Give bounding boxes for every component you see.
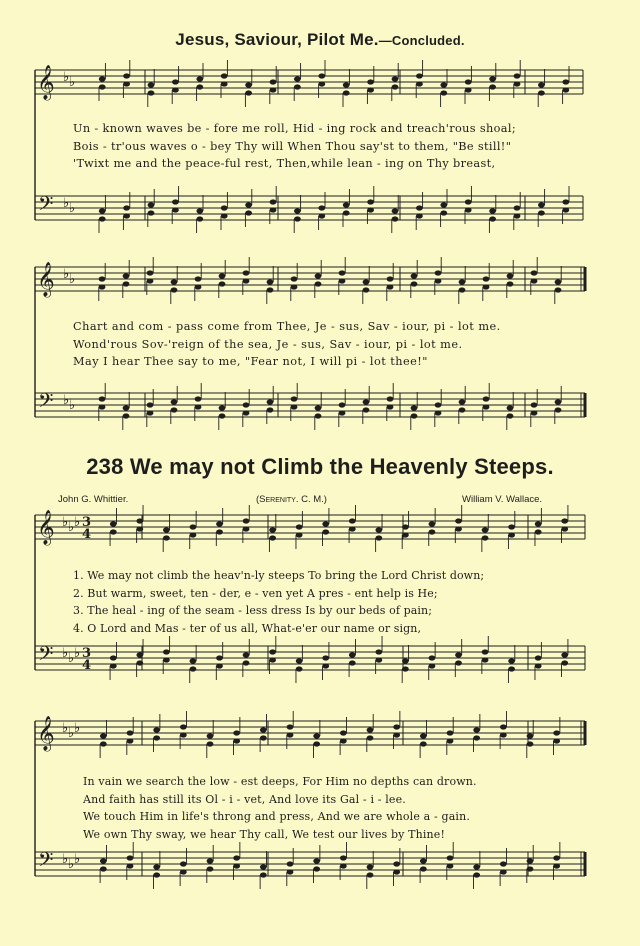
note-head: [459, 399, 466, 404]
note-head: [553, 855, 560, 860]
note-head: [555, 399, 562, 404]
hymn-composer: William V. Wallace.: [462, 494, 543, 505]
note-head: [562, 79, 569, 84]
note-head: [123, 405, 130, 410]
bass-clef-icon: 𝄢: [38, 389, 54, 417]
note-head: [455, 652, 462, 657]
note-head: [527, 733, 534, 738]
note-head: [538, 82, 545, 87]
note-head: [402, 524, 409, 529]
flat-icon: ♭: [69, 201, 76, 216]
note-head: [375, 649, 382, 654]
note-head: [429, 521, 436, 526]
note-head: [489, 76, 496, 81]
note-head: [420, 733, 427, 738]
flat-icon: ♭: [62, 852, 69, 867]
verse-line: In vain we search the low - est deeps, For Him no depths can drown.: [83, 775, 477, 788]
note-head: [190, 524, 197, 529]
note-head: [411, 273, 418, 278]
note-head: [507, 405, 514, 410]
note-head: [553, 730, 560, 735]
note-head: [136, 518, 143, 523]
note-head: [270, 199, 277, 204]
note-head: [110, 655, 117, 660]
note-head: [315, 405, 322, 410]
note-head: [339, 402, 346, 407]
note-head: [148, 202, 155, 207]
note-head: [294, 208, 301, 213]
note-head: [260, 727, 267, 732]
hymn-238-lyrics-line2: [83, 773, 583, 843]
note-head: [180, 724, 187, 729]
note-head: [196, 76, 203, 81]
flat-icon: ♭: [74, 852, 81, 867]
note-head: [243, 270, 250, 275]
flat-icon: ♭: [69, 398, 76, 413]
note-head: [500, 861, 507, 866]
note-head: [507, 273, 514, 278]
verse-line: And faith has still its Ol - i - vet, And love its Gal - i - lee.: [83, 792, 406, 806]
flat-icon: ♭: [63, 196, 70, 211]
hymn-top-lyrics-line1: [73, 120, 573, 173]
note-head: [367, 199, 374, 204]
note-head: [267, 279, 274, 284]
verse-line: Wond'rous Sov-'reign of the sea, Je - sus, Sav - iour, pi - lot me.: [73, 337, 463, 351]
note-head: [420, 858, 427, 863]
note-head: [508, 658, 515, 663]
note-head: [99, 396, 106, 401]
treble-clef-icon: 𝄞: [37, 716, 55, 751]
treble-clef-icon: 𝄞: [37, 510, 55, 545]
note-head: [538, 202, 545, 207]
note-head: [482, 649, 489, 654]
flat-icon: ♭: [74, 515, 81, 530]
flat-icon: ♭: [63, 70, 70, 85]
note-head: [482, 527, 489, 532]
note-head: [367, 864, 374, 869]
note-head: [148, 82, 155, 87]
note-head: [221, 73, 228, 78]
note-head: [527, 858, 534, 863]
note-head: [363, 399, 370, 404]
note-head: [416, 205, 423, 210]
note-head: [535, 521, 542, 526]
note-head: [190, 658, 197, 663]
note-head: [99, 208, 106, 213]
note-head: [416, 73, 423, 78]
note-head: [402, 658, 409, 663]
verse-line: May I hear Thee say to me, "Fear not, I will pi - lot thee!": [73, 355, 428, 368]
verse-line: 3. The heal - ing of the seam - less dress Is by our beds of pain;: [73, 604, 433, 617]
hymn-top-title-suffix: —Concluded.: [378, 33, 465, 48]
verse-line: 2. But warm, sweet, ten - der, e - ven yet A pres - ent help is He;: [73, 586, 438, 600]
hymn-title: We may not Climb the Heavenly Steeps.: [129, 454, 554, 479]
note-head: [163, 649, 170, 654]
note-head: [367, 727, 374, 732]
treble-clef-icon: 𝄞: [37, 262, 55, 297]
note-head: [440, 82, 447, 87]
note-head: [393, 724, 400, 729]
bass-clef-icon: 𝄢: [38, 848, 54, 876]
note-head: [294, 76, 301, 81]
verse-line: Chart and com - pass come from Thee, Je - sus, Sav - iour, pi - lot me.: [73, 320, 501, 333]
note-head: [136, 652, 143, 657]
note-head: [440, 202, 447, 207]
note-head: [243, 518, 250, 523]
note-head: [500, 724, 507, 729]
note-head: [375, 527, 382, 532]
note-head: [387, 396, 394, 401]
note-head: [483, 396, 490, 401]
note-head: [219, 405, 226, 410]
hymn-author: John G. Whittier.: [58, 494, 129, 505]
time-signature: 3: [82, 515, 92, 530]
hymn-number: 238: [86, 454, 124, 479]
verse-line: Un - known waves be - fore me roll, Hid - ing rock and treach'rous shoal;: [73, 122, 517, 135]
note-head: [340, 855, 347, 860]
note-head: [153, 864, 160, 869]
note-head: [514, 205, 521, 210]
note-head: [100, 858, 107, 863]
note-head: [340, 730, 347, 735]
note-head: [296, 524, 303, 529]
note-head: [269, 649, 276, 654]
note-head: [429, 655, 436, 660]
note-head: [447, 855, 454, 860]
flat-icon: ♭: [62, 646, 69, 661]
hymn-238-title: [0, 454, 640, 480]
verse-line: Bois - tr'ous waves o - bey Thy will When Thou say'st to them, "Be still!": [73, 139, 512, 153]
note-head: [411, 405, 418, 410]
note-head: [267, 399, 274, 404]
note-head: [216, 655, 223, 660]
note-head: [349, 652, 356, 657]
note-head: [313, 858, 320, 863]
note-head: [555, 279, 562, 284]
note-head: [245, 202, 252, 207]
note-head: [260, 864, 267, 869]
verse-line: 'Twixt me and the peace-ful rest, Then,while lean - ing on Thy breast,: [73, 157, 496, 170]
note-head: [296, 658, 303, 663]
note-head: [291, 396, 298, 401]
hymn-top-lyrics-line2: [73, 318, 573, 371]
verse-line: We touch Him in life's throng and press, And we are whole a - gain.: [83, 810, 470, 823]
bass-clef-icon: 𝄢: [38, 642, 54, 670]
note-head: [367, 79, 374, 84]
note-head: [483, 276, 490, 281]
note-head: [392, 76, 399, 81]
flat-icon: ♭: [74, 646, 81, 661]
note-head: [171, 399, 178, 404]
note-head: [233, 855, 240, 860]
flat-icon: ♭: [68, 857, 75, 872]
svg-text:4: 4: [82, 527, 92, 542]
flat-icon: ♭: [69, 75, 76, 90]
note-head: [535, 655, 542, 660]
note-head: [514, 73, 521, 78]
note-head: [123, 273, 130, 278]
note-head: [508, 524, 515, 529]
verse-line: 1. We may not climb the heav'n-ly steeps To bring the Lord Christ down;: [73, 569, 485, 582]
note-head: [287, 861, 294, 866]
note-head: [313, 733, 320, 738]
note-head: [172, 79, 179, 84]
note-head: [531, 270, 538, 275]
note-head: [387, 276, 394, 281]
note-head: [110, 521, 117, 526]
verse-line: 4. O Lord and Mas - ter of us all, What-e'er our name or sign,: [73, 621, 422, 635]
note-head: [322, 655, 329, 660]
note-head: [127, 855, 134, 860]
note-head: [245, 82, 252, 87]
note-head: [473, 864, 480, 869]
note-head: [99, 76, 106, 81]
flat-icon: ♭: [63, 393, 70, 408]
note-head: [489, 208, 496, 213]
note-head: [153, 727, 160, 732]
note-head: [287, 724, 294, 729]
note-head: [318, 205, 325, 210]
flat-icon: ♭: [63, 267, 70, 282]
note-head: [291, 276, 298, 281]
note-head: [465, 199, 472, 204]
note-head: [459, 279, 466, 284]
time-signature: 3: [82, 646, 92, 661]
note-head: [219, 273, 226, 278]
note-head: [561, 652, 568, 657]
note-head: [531, 402, 538, 407]
note-head: [195, 396, 202, 401]
flat-icon: ♭: [68, 726, 75, 741]
note-head: [363, 279, 370, 284]
note-head: [343, 202, 350, 207]
flat-icon: ♭: [62, 721, 69, 736]
flat-icon: ♭: [69, 272, 76, 287]
note-head: [315, 273, 322, 278]
hymn-top-title-text: Jesus, Saviour, Pilot Me.: [175, 30, 379, 49]
hymn-238-lyrics-line1: [73, 567, 573, 637]
flat-icon: ♭: [74, 721, 81, 736]
note-head: [562, 199, 569, 204]
flat-icon: ♭: [62, 515, 69, 530]
note-head: [270, 79, 277, 84]
note-head: [393, 861, 400, 866]
bass-clef-icon: 𝄢: [38, 192, 54, 220]
note-head: [349, 518, 356, 523]
note-head: [180, 861, 187, 866]
note-head: [339, 270, 346, 275]
note-head: [435, 402, 442, 407]
note-head: [99, 276, 106, 281]
note-head: [455, 518, 462, 523]
note-head: [171, 279, 178, 284]
note-head: [322, 521, 329, 526]
note-head: [561, 518, 568, 523]
note-head: [123, 73, 130, 78]
note-head: [207, 858, 214, 863]
hymn-tune: (Serenity. C. M.): [256, 494, 327, 505]
note-head: [147, 270, 154, 275]
note-head: [127, 730, 134, 735]
svg-text:4: 4: [82, 658, 92, 673]
note-head: [447, 730, 454, 735]
note-head: [392, 208, 399, 213]
note-head: [147, 402, 154, 407]
note-head: [163, 527, 170, 532]
note-head: [123, 205, 130, 210]
note-head: [100, 733, 107, 738]
note-head: [343, 82, 350, 87]
note-head: [318, 73, 325, 78]
note-head: [207, 733, 214, 738]
note-head: [269, 527, 276, 532]
note-head: [196, 208, 203, 213]
note-head: [216, 521, 223, 526]
note-head: [172, 199, 179, 204]
verse-line: We own Thy sway, we hear Thy call, We test our lives by Thine!: [83, 827, 446, 841]
note-head: [473, 727, 480, 732]
treble-clef-icon: 𝄞: [37, 65, 55, 100]
flat-icon: ♭: [68, 651, 75, 666]
note-head: [243, 402, 250, 407]
note-head: [221, 205, 228, 210]
note-head: [233, 730, 240, 735]
note-head: [435, 270, 442, 275]
note-head: [465, 79, 472, 84]
note-head: [195, 276, 202, 281]
flat-icon: ♭: [68, 520, 75, 535]
note-head: [243, 652, 250, 657]
